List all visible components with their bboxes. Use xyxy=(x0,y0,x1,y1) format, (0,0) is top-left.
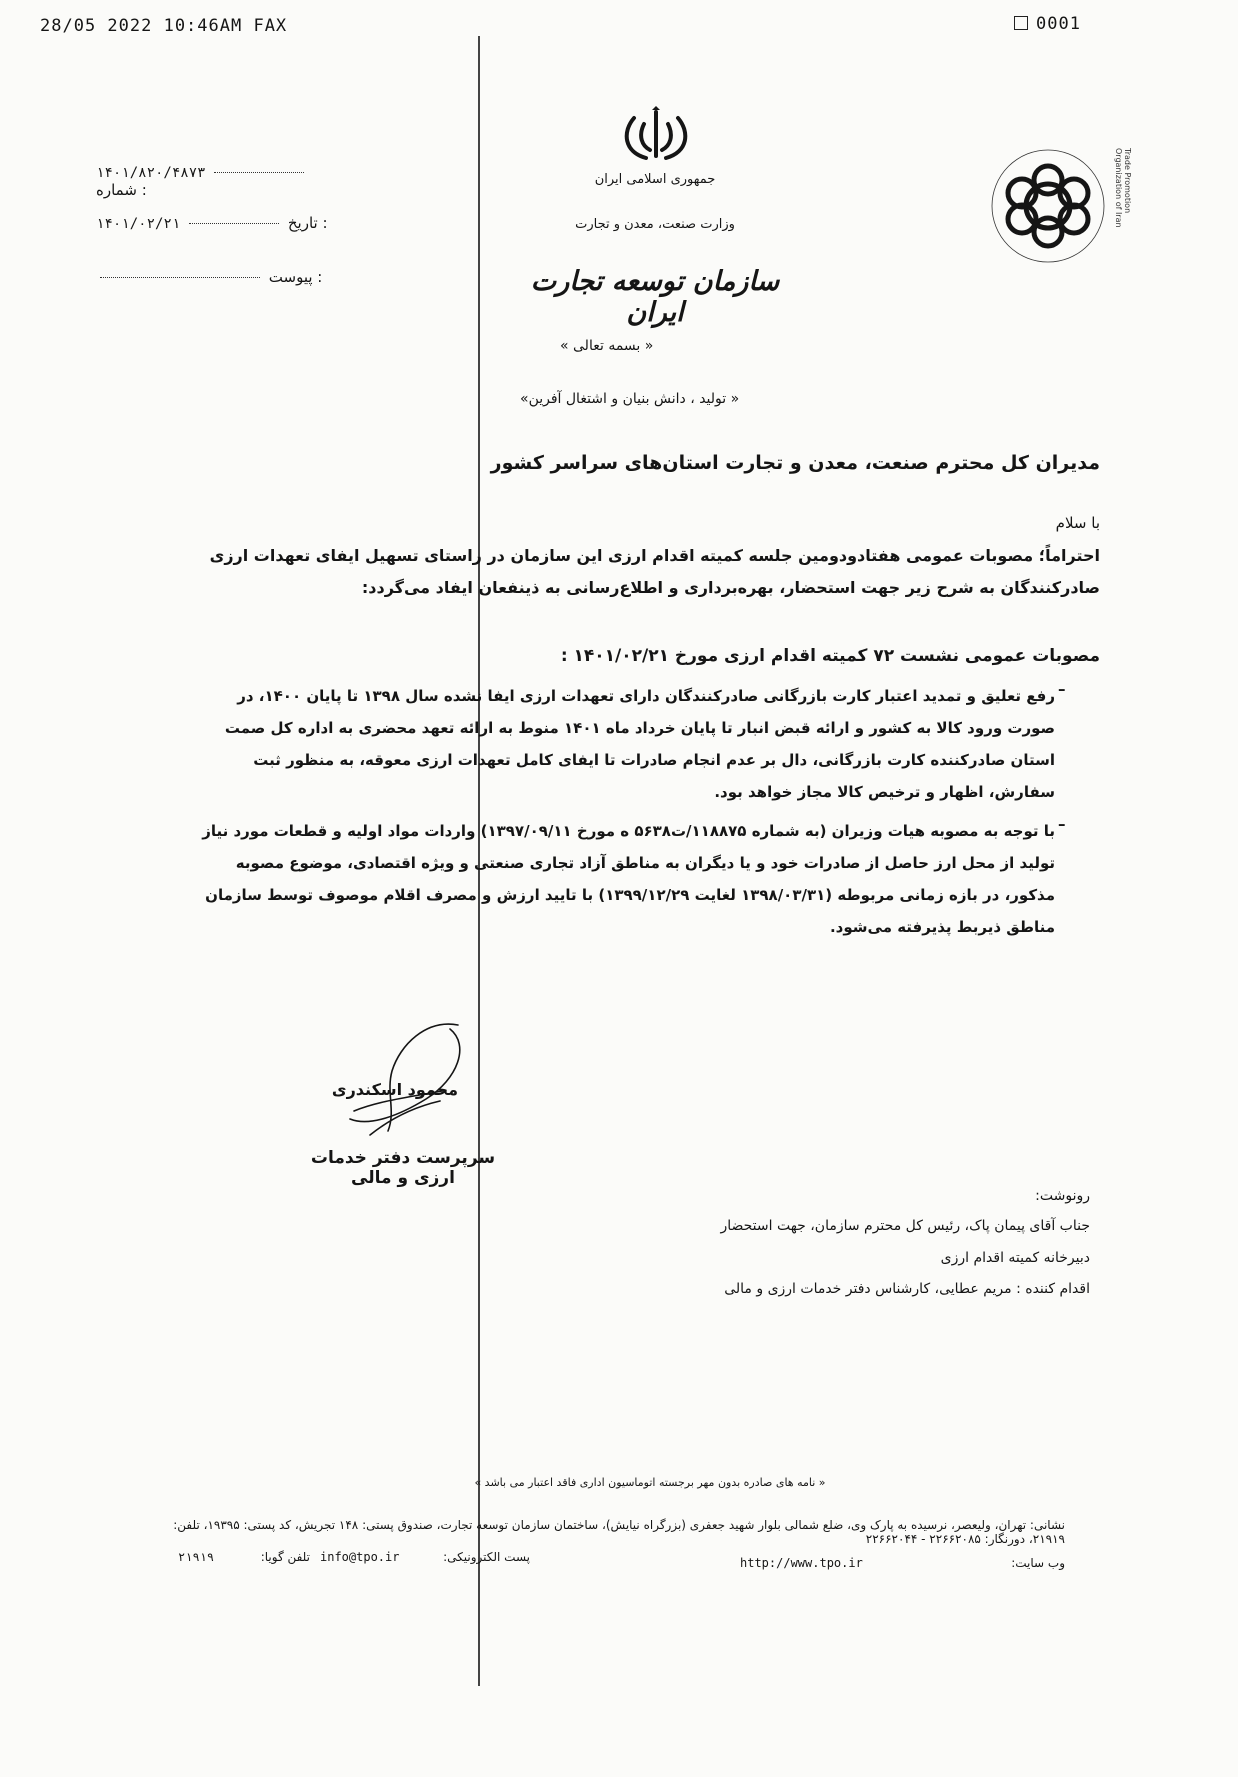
ministry-name: وزارت صنعت، معدن و تجارت xyxy=(575,217,735,232)
dotted-line xyxy=(100,277,260,278)
email-link[interactable]: info@tpo.ir xyxy=(320,1550,400,1564)
letter-date-label: تاریخ : xyxy=(287,214,328,232)
callcenter-label: تلفن گویا: xyxy=(260,1550,310,1564)
list-bullet: – xyxy=(1058,815,1066,833)
fax-page-number xyxy=(1014,14,1081,34)
fax-header-timestamp: 28/05 2022 10:46AM FAX xyxy=(40,16,288,36)
approvals-title: مصوبات عمومی نشست ۷۲ کمیته اقدام ارزی مورخ ۱۴۰۱/۰۲/۲۱ : xyxy=(560,646,1100,666)
footer-note: « نامه های صادره بدون مهر برجسته اتوماسیون اداری فاقد اعتبار می باشد » xyxy=(474,1476,826,1489)
signatory-name: محمود اسکندری xyxy=(331,1080,459,1099)
list-bullet: – xyxy=(1058,680,1066,698)
cc-line: جناب آقای پیمان پاک، رئیس کل محترم سازمان، جهت استحضار xyxy=(720,1218,1090,1234)
fax-page-number-text: 0001 xyxy=(1036,14,1081,34)
cc-line: دبیرخانه کمیته اقدام ارزی xyxy=(940,1250,1090,1266)
republic-name: جمهوری اسلامی ایران xyxy=(594,172,716,187)
letter-number-row xyxy=(96,163,341,199)
iran-emblem-icon xyxy=(620,106,692,164)
greeting-text: با سلام xyxy=(1055,514,1100,532)
letter-date-value: ۱۴۰۱/۰۲/۲۱ xyxy=(96,216,181,232)
attachment-row xyxy=(96,268,341,286)
list-item: رفع تعلیق و تمدید اعتبار کارت بازرگانی صادرکنندگان دارای تعهدات ارزی ایفا نشده سال ۱۳۹۸ تا پایان ۱۴۰۰، در صورت ورود کالا به کشور و ارائه قبض انبار تا پایان خرداد ماه ۱۴۰۱ منوط به ارائه تعهد محضری به اداره کل صمت استان صادرکننده کارت بازرگانی، دال بر عدم انجام صادرات تا ایفای کامل تعهدات ارزی معوقه، به منظور ثبت سفارش، اظهار و ترخیص کالا مجاز خواهد بود. xyxy=(224,687,1055,801)
website-label: وب سایت: xyxy=(1011,1556,1065,1570)
tpo-logo-caption: Trade Promotion Organization of Iran xyxy=(1114,148,1132,228)
tpo-logo-icon xyxy=(980,140,1120,270)
organization-name: سازمان توسعه تجارت ایران xyxy=(530,266,780,328)
signatory-title: سرپرست دفتر خدمات ارزی و مالی xyxy=(310,1148,496,1188)
dotted-line xyxy=(189,223,279,224)
website-link[interactable]: http://www.tpo.ir xyxy=(740,1556,863,1570)
fax-page-icon xyxy=(1014,16,1028,30)
footer-address: نشانی: تهران، ولیعصر، نرسیده به پارک وی، ضلع شمالی بلوار شهید جعفری (بزرگراه نیایش)، ساختمان سازمان توسعه تجارت، صندوق پستی: ۱۴۸ تجریش، کد پستی: ۱۹۳۹۵، تلفن: ۲۱۹۱۹، دورنگار: ۲۲۶۶۲۰۸۵ - ۲۲۶۶۲۰۴۴ xyxy=(173,1518,1065,1546)
letter-number-value: ۱۴۰۱/۸۲۰/۴۸۷۳ xyxy=(96,165,206,181)
letter-date-row xyxy=(96,214,341,232)
slogan-text: « تولید ، دانش بنیان و اشتغال آفرین» xyxy=(520,391,740,407)
cc-line: اقدام کننده : مریم عطایی، کارشناس دفتر خدمات ارزی و مالی xyxy=(724,1281,1090,1297)
dotted-line xyxy=(214,172,304,173)
recipients-heading: مدیران کل محترم صنعت، معدن و تجارت استان‌های سراسر کشور xyxy=(490,452,1100,474)
attachment-label: پیوست : xyxy=(268,268,323,286)
letter-number-label: شماره : xyxy=(96,181,147,199)
list-item: با توجه به مصوبه هیات وزیران (به شماره ۱۱۸۸۷۵/ت۵۶۳۸ ه مورخ ۱۳۹۷/۰۹/۱۱) واردات مواد اولیه و قطعات مورد نیاز تولید از محل ارز حاصل از صادرات خود و یا دیگران به مناطق آزاد تجاری صنعتی و ویژه اقتصادی، موضوع مصوبه مذکور، در بازه زمانی مربوطه (۱۳۹۸/۰۳/۳۱ لغایت ۱۳۹۹/۱۲/۲۹) با تایید ارزش و مصرف اقلام موصوف توسط سازمان مناطق ذیربط پذیرفته می‌شود. xyxy=(202,822,1055,936)
callcenter-number: ۲۱۹۱۹ xyxy=(178,1550,215,1564)
cc-label: رونوشت: xyxy=(1035,1188,1090,1204)
blessing-text: « بسمه تعالی » xyxy=(560,338,654,354)
intro-paragraph: احتراماً؛ مصوبات عمومی هفتادودومین جلسه کمیته اقدام ارزی این سازمان در راستای تسهیل ایفای تعهدات ارزی صادرکنندگان به شرح زیر جهت استحضار، بهره‌برداری و اطلاع‌رسانی به ذینفعان ایفاد می‌گردد: xyxy=(209,546,1100,597)
email-label: پست الکترونیکی: xyxy=(443,1550,530,1564)
